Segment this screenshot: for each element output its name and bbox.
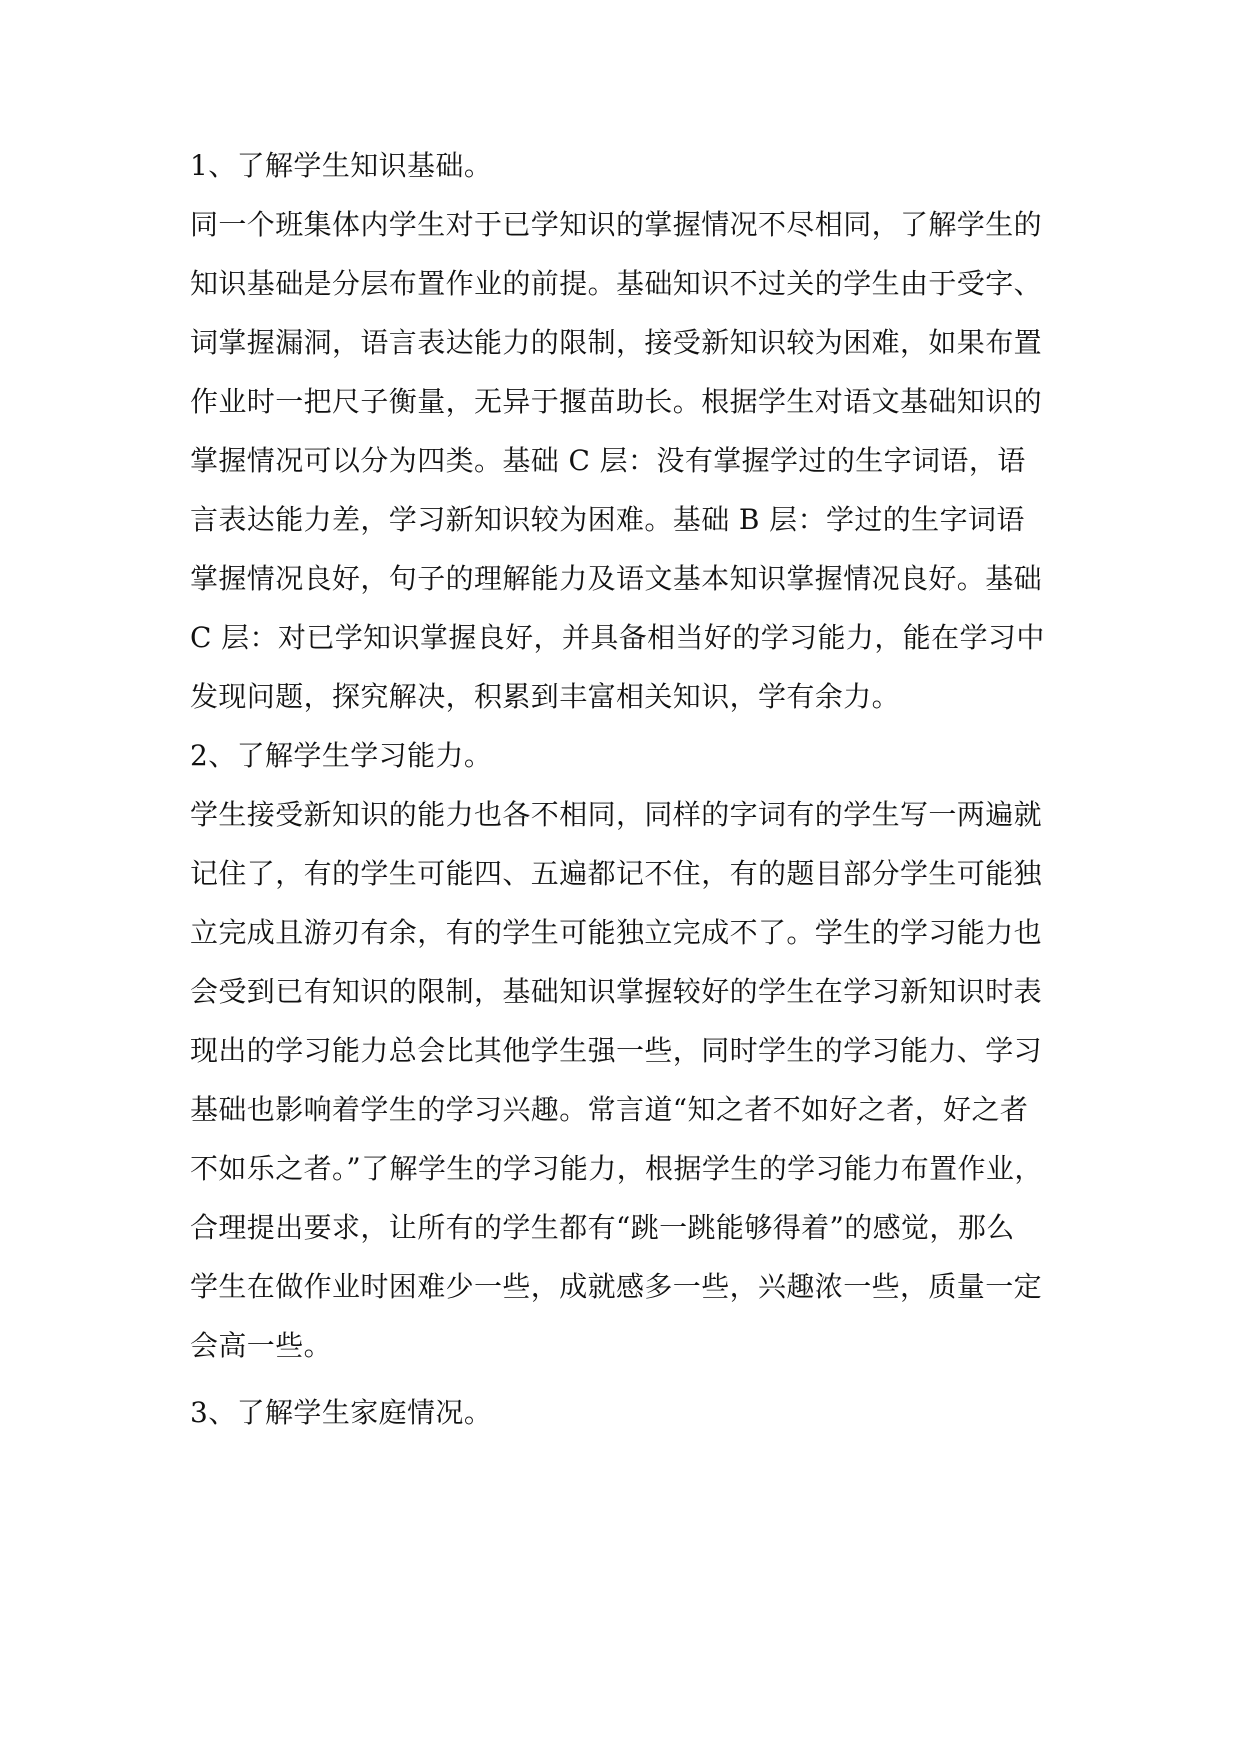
section-2-heading: 2、了解学生学习能力。 xyxy=(190,739,493,772)
section-2-line-10: 会高一些。 xyxy=(190,1329,333,1362)
section-1-line-3: 词掌握漏洞，语言表达能力的限制，接受新知识较为困难，如果布置 xyxy=(190,326,1043,359)
section-2-line-2: 记住了，有的学生可能四、五遍都记不住，有的题目部分学生可能独 xyxy=(190,857,1043,890)
section-2-line-3: 立完成且游刃有余，有的学生可能独立完成不了。学生的学习能力也 xyxy=(190,916,1043,949)
section-1-line-4: 作业时一把尺子衡量，无异于揠苗助长。根据学生对语文基础知识的 xyxy=(190,385,1043,418)
section-1-line-6: 言表达能力差，学习新知识较为困难。基础 B 层：学过的生字词语 xyxy=(190,503,1025,536)
section-2-line-1: 学生接受新知识的能力也各不相同，同样的字词有的学生写一两遍就 xyxy=(190,798,1043,831)
section-1-line-5: 掌握情况可以分为四类。基础 C 层：没有掌握学过的生字词语，语 xyxy=(190,444,1026,477)
section-1-line-1: 同一个班集体内学生对于已学知识的掌握情况不尽相同，了解学生的 xyxy=(190,208,1043,241)
section-3-heading: 3、了解学生家庭情况。 xyxy=(190,1396,493,1429)
section-2-line-6: 基础也影响着学生的学习兴趣。常言道“知之者不如好之者，好之者 xyxy=(190,1093,1029,1126)
section-1-line-9: 发现问题，探究解决，积累到丰富相关知识，学有余力。 xyxy=(190,680,901,713)
section-1-line-8: C 层：对已学知识掌握良好，并具备相当好的学习能力，能在学习中 xyxy=(190,621,1045,654)
section-2-line-9: 学生在做作业时困难少一些，成就感多一些，兴趣浓一些，质量一定 xyxy=(190,1270,1043,1303)
section-2-line-8: 合理提出要求，让所有的学生都有“跳一跳能够得着”的感觉，那么 xyxy=(190,1211,1015,1244)
section-1-heading: 1、了解学生知识基础。 xyxy=(190,149,493,182)
section-2-line-4: 会受到已有知识的限制，基础知识掌握较好的学生在学习新知识时表 xyxy=(190,975,1043,1008)
section-1-line-2: 知识基础是分层布置作业的前提。基础知识不过关的学生由于受字、 xyxy=(190,267,1043,300)
section-2-line-5: 现出的学习能力总会比其他学生强一些，同时学生的学习能力、学习 xyxy=(190,1034,1043,1067)
section-1-line-7: 掌握情况良好，句子的理解能力及语文基本知识掌握情况良好。基础 xyxy=(190,562,1043,595)
section-2-line-7: 不如乐之者。”了解学生的学习能力，根据学生的学习能力布置作业， xyxy=(190,1152,1043,1185)
